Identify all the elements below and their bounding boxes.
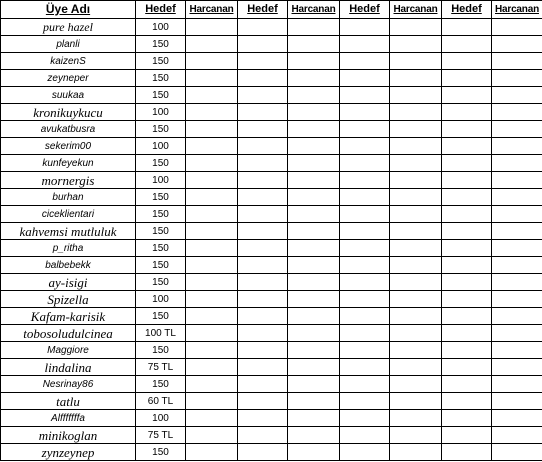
target-cell[interactable]: [238, 138, 288, 155]
spent-cell[interactable]: [492, 70, 542, 87]
member-name-cell[interactable]: mornergis: [1, 172, 136, 189]
member-name-cell[interactable]: lindalina: [1, 359, 136, 376]
target-cell[interactable]: [238, 427, 288, 444]
spent-cell[interactable]: [390, 36, 442, 53]
spent-cell[interactable]: [288, 410, 340, 427]
spent-cell[interactable]: [186, 53, 238, 70]
target-cell[interactable]: [238, 325, 288, 342]
spent-cell[interactable]: [390, 342, 442, 359]
spent-cell[interactable]: [492, 121, 542, 138]
spent-cell[interactable]: [492, 325, 542, 342]
spent-cell[interactable]: [390, 274, 442, 291]
table-row: [1, 410, 542, 427]
member-name-cell[interactable]: ciceklientari: [1, 206, 136, 223]
target-cell[interactable]: [238, 189, 288, 206]
spent-cell[interactable]: [492, 342, 542, 359]
target-cell[interactable]: [442, 155, 492, 172]
target-cell[interactable]: [238, 206, 288, 223]
target-cell[interactable]: [340, 359, 390, 376]
member-name-cell[interactable]: Nesrinay86: [1, 376, 136, 393]
member-name-cell[interactable]: kaizenS: [1, 53, 136, 70]
spent-cell[interactable]: [186, 70, 238, 87]
spent-cell[interactable]: [186, 444, 238, 461]
spent-cell[interactable]: [288, 240, 340, 257]
spent-cell[interactable]: [492, 427, 542, 444]
spent-cell[interactable]: [492, 19, 542, 36]
target-cell[interactable]: 150: [136, 70, 186, 87]
table-row: [1, 223, 542, 240]
target-cell[interactable]: [442, 342, 492, 359]
spent-cell[interactable]: [492, 223, 542, 240]
spent-cell[interactable]: [390, 359, 442, 376]
member-name-cell[interactable]: minikoglan: [1, 427, 136, 444]
target-cell[interactable]: [340, 172, 390, 189]
spent-cell[interactable]: [492, 87, 542, 104]
spent-cell[interactable]: [492, 172, 542, 189]
spent-cell[interactable]: [390, 376, 442, 393]
target-cell[interactable]: [442, 359, 492, 376]
header-spent[interactable]: Harcanan: [288, 1, 340, 19]
header-spent[interactable]: Harcanan: [390, 1, 442, 19]
header-target[interactable]: Hedef: [238, 1, 288, 19]
spent-cell[interactable]: [288, 70, 340, 87]
spent-cell[interactable]: [288, 291, 340, 308]
target-cell[interactable]: [442, 87, 492, 104]
target-cell[interactable]: [238, 70, 288, 87]
spent-cell[interactable]: [186, 308, 238, 325]
header-spent[interactable]: Harcanan: [492, 1, 542, 19]
spent-cell[interactable]: [390, 87, 442, 104]
target-cell[interactable]: [442, 291, 492, 308]
table-row: [1, 427, 542, 444]
target-cell[interactable]: [442, 206, 492, 223]
table-row: [1, 19, 542, 36]
target-cell[interactable]: [340, 36, 390, 53]
target-cell[interactable]: [442, 393, 492, 410]
target-cell[interactable]: [442, 410, 492, 427]
table-row: [1, 342, 542, 359]
spent-cell[interactable]: [186, 104, 238, 121]
spent-cell[interactable]: [186, 257, 238, 274]
target-cell[interactable]: 100: [136, 291, 186, 308]
spent-cell[interactable]: [288, 359, 340, 376]
spent-cell[interactable]: [492, 410, 542, 427]
target-cell[interactable]: [238, 104, 288, 121]
table-row: [1, 206, 542, 223]
target-cell[interactable]: [442, 189, 492, 206]
target-cell[interactable]: [442, 36, 492, 53]
spent-cell[interactable]: [186, 410, 238, 427]
target-cell[interactable]: 150: [136, 257, 186, 274]
table-row: [1, 53, 542, 70]
spent-cell[interactable]: [390, 19, 442, 36]
spent-cell[interactable]: [288, 36, 340, 53]
target-cell[interactable]: [340, 87, 390, 104]
target-cell[interactable]: 150: [136, 444, 186, 461]
spent-cell[interactable]: [390, 189, 442, 206]
member-name-cell[interactable]: balbebekk: [1, 257, 136, 274]
target-cell[interactable]: [442, 376, 492, 393]
spent-cell[interactable]: [288, 342, 340, 359]
target-cell[interactable]: [238, 121, 288, 138]
target-cell[interactable]: [340, 274, 390, 291]
member-name-cell[interactable]: Alfffffffa: [1, 410, 136, 427]
table-row: [1, 240, 542, 257]
spent-cell[interactable]: [186, 342, 238, 359]
member-name-cell[interactable]: p_ritha: [1, 240, 136, 257]
spent-cell[interactable]: [186, 87, 238, 104]
spent-cell[interactable]: [390, 325, 442, 342]
spent-cell[interactable]: [390, 70, 442, 87]
spent-cell[interactable]: [186, 291, 238, 308]
header-row: [1, 1, 542, 19]
target-cell[interactable]: [340, 393, 390, 410]
spent-cell[interactable]: [390, 308, 442, 325]
target-cell[interactable]: 150: [136, 274, 186, 291]
table-row: [1, 444, 542, 461]
spent-cell[interactable]: [288, 274, 340, 291]
spent-cell[interactable]: [492, 104, 542, 121]
table-row: [1, 121, 542, 138]
target-cell[interactable]: 150: [136, 206, 186, 223]
member-name-cell[interactable]: kahvemsi mutluluk: [1, 223, 136, 240]
target-cell[interactable]: [442, 325, 492, 342]
table-row: [1, 308, 542, 325]
target-cell[interactable]: [442, 274, 492, 291]
spent-cell[interactable]: [186, 393, 238, 410]
spent-cell[interactable]: [492, 53, 542, 70]
spent-cell[interactable]: [390, 240, 442, 257]
member-rows: [1, 19, 542, 461]
spent-cell[interactable]: [390, 291, 442, 308]
target-cell[interactable]: [238, 308, 288, 325]
target-cell[interactable]: 150: [136, 240, 186, 257]
spent-cell[interactable]: [390, 138, 442, 155]
spent-cell[interactable]: [186, 274, 238, 291]
target-cell[interactable]: 75 TL: [136, 427, 186, 444]
spent-cell[interactable]: [492, 359, 542, 376]
spent-cell[interactable]: [288, 53, 340, 70]
table-row: [1, 87, 542, 104]
target-cell[interactable]: 150: [136, 53, 186, 70]
header-spent[interactable]: Harcanan: [186, 1, 238, 19]
spent-cell[interactable]: [288, 121, 340, 138]
table-row: [1, 155, 542, 172]
target-cell[interactable]: 150: [136, 36, 186, 53]
target-cell[interactable]: [340, 410, 390, 427]
target-cell[interactable]: [442, 223, 492, 240]
spent-cell[interactable]: [390, 172, 442, 189]
spent-cell[interactable]: [390, 104, 442, 121]
table-row: [1, 359, 542, 376]
member-name-cell[interactable]: Spizella: [1, 291, 136, 308]
target-cell[interactable]: 100: [136, 104, 186, 121]
member-name-cell[interactable]: suukaa: [1, 87, 136, 104]
spent-cell[interactable]: [288, 104, 340, 121]
target-cell[interactable]: [238, 257, 288, 274]
target-cell[interactable]: [442, 53, 492, 70]
spent-cell[interactable]: [492, 138, 542, 155]
target-cell[interactable]: 150: [136, 376, 186, 393]
spent-cell[interactable]: [288, 19, 340, 36]
target-cell[interactable]: 150: [136, 87, 186, 104]
spent-cell[interactable]: [288, 393, 340, 410]
spent-cell[interactable]: [288, 376, 340, 393]
target-cell[interactable]: [340, 53, 390, 70]
spent-cell[interactable]: [390, 393, 442, 410]
spent-cell[interactable]: [492, 36, 542, 53]
member-name-cell[interactable]: kronikuykucu: [1, 104, 136, 121]
spent-cell[interactable]: [186, 121, 238, 138]
target-cell[interactable]: [340, 427, 390, 444]
target-cell[interactable]: [238, 274, 288, 291]
spent-cell[interactable]: [186, 172, 238, 189]
target-cell[interactable]: [340, 308, 390, 325]
target-cell[interactable]: [442, 104, 492, 121]
spent-cell[interactable]: [288, 308, 340, 325]
member-name-cell[interactable]: burhan: [1, 189, 136, 206]
member-name-cell[interactable]: Kafam-karisik: [1, 308, 136, 325]
target-cell[interactable]: [238, 172, 288, 189]
target-cell[interactable]: [238, 444, 288, 461]
spent-cell[interactable]: [186, 206, 238, 223]
spent-cell[interactable]: [186, 325, 238, 342]
table-row: [1, 70, 542, 87]
spent-cell[interactable]: [186, 359, 238, 376]
target-cell[interactable]: 100: [136, 172, 186, 189]
table-row: [1, 291, 542, 308]
table-row: [1, 274, 542, 291]
target-cell[interactable]: [238, 291, 288, 308]
spent-cell[interactable]: [186, 155, 238, 172]
target-cell[interactable]: [238, 342, 288, 359]
target-cell[interactable]: 100: [136, 138, 186, 155]
spent-cell[interactable]: [288, 138, 340, 155]
table-row: [1, 138, 542, 155]
target-cell[interactable]: [238, 393, 288, 410]
table-row: [1, 325, 542, 342]
target-cell[interactable]: 100: [136, 410, 186, 427]
target-cell[interactable]: [340, 206, 390, 223]
target-cell[interactable]: [442, 240, 492, 257]
spent-cell[interactable]: [288, 427, 340, 444]
member-name-cell[interactable]: zeyneper: [1, 70, 136, 87]
table-row: [1, 376, 542, 393]
spent-cell[interactable]: [492, 206, 542, 223]
target-cell[interactable]: [340, 155, 390, 172]
member-name-cell[interactable]: planli: [1, 36, 136, 53]
target-cell[interactable]: [442, 70, 492, 87]
target-cell[interactable]: [238, 155, 288, 172]
member-name-cell[interactable]: zynzeynep: [1, 444, 136, 461]
table-row: [1, 36, 542, 53]
target-cell[interactable]: [340, 240, 390, 257]
spent-cell[interactable]: [288, 444, 340, 461]
header-target[interactable]: Hedef: [136, 1, 186, 19]
spent-cell[interactable]: [492, 155, 542, 172]
target-cell[interactable]: 100: [136, 19, 186, 36]
target-cell[interactable]: [238, 240, 288, 257]
header-target[interactable]: Hedef: [442, 1, 492, 19]
target-cell[interactable]: [442, 19, 492, 36]
spent-cell[interactable]: [492, 257, 542, 274]
target-cell[interactable]: [340, 291, 390, 308]
target-cell[interactable]: [442, 138, 492, 155]
target-cell[interactable]: [442, 121, 492, 138]
spent-cell[interactable]: [390, 121, 442, 138]
target-cell[interactable]: [340, 257, 390, 274]
target-cell[interactable]: 150: [136, 308, 186, 325]
spent-cell[interactable]: [492, 189, 542, 206]
target-cell[interactable]: [340, 444, 390, 461]
spent-cell[interactable]: [288, 325, 340, 342]
target-cell[interactable]: [442, 444, 492, 461]
header-target[interactable]: Hedef: [340, 1, 390, 19]
spent-cell[interactable]: [186, 19, 238, 36]
spent-cell[interactable]: [492, 444, 542, 461]
table-row: [1, 257, 542, 274]
spent-cell[interactable]: [492, 393, 542, 410]
member-name-cell[interactable]: Maggiore: [1, 342, 136, 359]
target-cell[interactable]: 150: [136, 155, 186, 172]
spent-cell[interactable]: [390, 206, 442, 223]
target-cell[interactable]: [238, 19, 288, 36]
spent-cell[interactable]: [390, 223, 442, 240]
table-row: [1, 104, 542, 121]
spent-cell[interactable]: [492, 240, 542, 257]
table-row: [1, 172, 542, 189]
spent-cell[interactable]: [186, 376, 238, 393]
target-cell[interactable]: [442, 172, 492, 189]
target-cell[interactable]: [340, 189, 390, 206]
table-row: [1, 393, 542, 410]
target-cell[interactable]: [238, 53, 288, 70]
member-name-cell[interactable]: ay-isigi: [1, 274, 136, 291]
target-cell[interactable]: [238, 36, 288, 53]
member-name-cell[interactable]: kunfeyekun: [1, 155, 136, 172]
target-cell[interactable]: 60 TL: [136, 393, 186, 410]
target-cell[interactable]: [340, 70, 390, 87]
spent-cell[interactable]: [390, 444, 442, 461]
spent-cell[interactable]: [186, 138, 238, 155]
spent-cell[interactable]: [186, 36, 238, 53]
member-name-cell[interactable]: tobosoludulcinea: [1, 325, 136, 342]
target-cell[interactable]: [442, 427, 492, 444]
target-cell[interactable]: [340, 19, 390, 36]
spent-cell[interactable]: [186, 223, 238, 240]
target-cell[interactable]: [340, 121, 390, 138]
spent-cell[interactable]: [288, 172, 340, 189]
spent-cell[interactable]: [288, 206, 340, 223]
spent-cell[interactable]: [186, 189, 238, 206]
target-cell[interactable]: [238, 410, 288, 427]
spent-cell[interactable]: [186, 240, 238, 257]
spent-cell[interactable]: [288, 189, 340, 206]
target-cell[interactable]: 100 TL: [136, 325, 186, 342]
target-cell[interactable]: [238, 376, 288, 393]
target-cell[interactable]: [340, 138, 390, 155]
spent-cell[interactable]: [390, 155, 442, 172]
spent-cell[interactable]: [492, 308, 542, 325]
table-row: [1, 189, 542, 206]
target-cell[interactable]: [442, 308, 492, 325]
spent-cell[interactable]: [492, 274, 542, 291]
spent-cell[interactable]: [390, 257, 442, 274]
target-cell[interactable]: 150: [136, 342, 186, 359]
spent-cell[interactable]: [186, 427, 238, 444]
spent-cell[interactable]: [288, 155, 340, 172]
target-cell[interactable]: [442, 257, 492, 274]
target-cell[interactable]: [238, 223, 288, 240]
header-member-name[interactable]: Üye Adı: [1, 1, 136, 19]
member-name-cell[interactable]: tatlu: [1, 393, 136, 410]
target-cell[interactable]: 150: [136, 223, 186, 240]
target-cell[interactable]: 150: [136, 189, 186, 206]
spent-cell[interactable]: [492, 376, 542, 393]
spent-cell[interactable]: [288, 223, 340, 240]
target-cell[interactable]: [340, 342, 390, 359]
spent-cell[interactable]: [288, 87, 340, 104]
spent-cell[interactable]: [492, 291, 542, 308]
spent-cell[interactable]: [390, 410, 442, 427]
target-cell[interactable]: [340, 104, 390, 121]
member-name-cell[interactable]: pure hazel: [1, 19, 136, 36]
spent-cell[interactable]: [288, 257, 340, 274]
spent-cell[interactable]: [390, 53, 442, 70]
target-cell[interactable]: 75 TL: [136, 359, 186, 376]
target-cell[interactable]: [340, 376, 390, 393]
member-name-cell[interactable]: avukatbusra: [1, 121, 136, 138]
spent-cell[interactable]: [390, 427, 442, 444]
target-cell[interactable]: [340, 223, 390, 240]
target-cell[interactable]: [340, 325, 390, 342]
target-cell[interactable]: [238, 359, 288, 376]
target-cell[interactable]: 150: [136, 121, 186, 138]
member-name-cell[interactable]: sekerim00: [1, 138, 136, 155]
target-cell[interactable]: [238, 87, 288, 104]
